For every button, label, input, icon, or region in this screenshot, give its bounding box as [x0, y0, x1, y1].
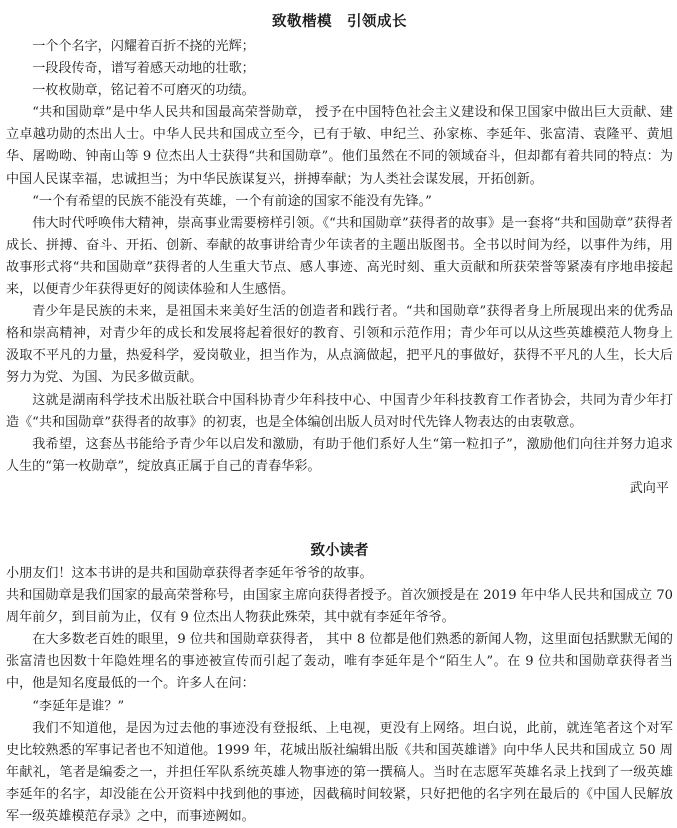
signature: 武向平 [629, 480, 669, 496]
paragraph: 我希望，这套丛书能给予青少年以启发和激励，有助于他们系好人生“第一粒扣子”，激励他们向往并努力追求人生的“第一枚勋章”，绽放真正属于自己的青春华彩。 [6, 436, 673, 474]
section-gap [6, 500, 673, 540]
paragraph: 伟大时代呼唤伟大精神，崇高事业需要榜样引领。《“共和国勋章”获得者的故事》是一套将“共和国勋章”获得者成长、拼搏、奋斗、开拓、创新、奉献的故事讲给青少年读者的主题出版图书。全书以时间为经，以事件为纬，用故事形式将“共和国勋章”获得者的人生重大节点、感人事迹、高光时刻、重大贡献和所获荣誉等紧凑有序地串接起来，以便青少年获得更好的阅读体验和人生感悟。 [6, 215, 673, 298]
verse-line: 一枚枚勋章，铭记着不可磨灭的功绩。 [32, 83, 255, 99]
paragraph: 共和国勋章是我们国家的最高荣誉称号，由国家主席向获得者授予。首次颁授是在 2019 年中华人民共和国成立 70 周年前夕，到目前为止，仅有 9 位杰出人物获此殊荣，其中就有李延年爷爷。 [6, 588, 673, 626]
quote-paragraph: “一个有希望的民族不能没有英雄，一个有前途的国家不能没有先锋。” [32, 193, 432, 209]
section1-title: 致敬楷模 引领成长 [272, 14, 407, 30]
section2-title: 致小读者 [310, 542, 369, 559]
paragraph: “共和国勋章”是中华人民共和国最高荣誉勋章， 授予在中国特色社会主义建设和保卫国家中做出巨大贡献、建立卓越功勋的杰出人士。中华人民共和国成立至今，已有于敏、申纪兰、孙家栋、李延年、张富清、袁隆平、黄旭华、屠呦呦、钟南山等 9 位杰出人士获得“共和国勋章”。他们虽然在不同的领域奋斗，但却都有着共同的特点：为中国人民谋幸福，忠诚担当；为中华民族谋复兴，拼搏奉献；为人类社会谋发展，开拓创新。 [6, 105, 673, 187]
verse-line: 一段段传奇，谱写着感天动地的壮歌； [32, 61, 255, 77]
paragraph: 这就是湖南科学技术出版社联合中国科协青少年科技中心、中国青少年科技教育工作者协会，共同为青少年打造《“共和国勋章”获得者的故事》的初衷，也是全体编创出版人员对时代先锋人物表达的由衷敬意。 [6, 392, 673, 430]
paragraph: 我们不知道他，是因为过去他的事迹没有登报纸、上电视，更没有上网络。坦白说，此前，就连笔者这个对军史比较熟悉的军事记者也不知道他。1999 年，花城出版社编辑出版《共和国英雄谱》向中华人民共和国成立 50 周年献礼，笔者是编委之一，并担任军队系统英雄人物事迹的第一撰稿人。当时在志愿军英雄名录上找到了一级英雄李延年的名字，却没能在公开资料中找到他的事迹，因截稿时间较紧，只好把他的名字列在最后的《中国人民解放军一级英雄模范存录》之中，而事迹阙如。 [6, 720, 673, 824]
document-page [6, 0, 673, 828]
paragraph: 青少年是民族的未来，是祖国未来美好生活的创造者和践行者。“共和国勋章”获得者身上所展现出来的优秀品格和崇高精神，对青少年的成长和发展将起着很好的教育、引领和示范作用；青少年可以从这些英雄模范人物身上汲取不平凡的力量，热爱科学，爱岗敬业，担当作为，从点滴做起，把平凡的事做好，获得不平凡的人生，长大后努力为党、为国、为民多做贡献。 [6, 304, 673, 386]
quote-paragraph: “李延年是谁？” [32, 698, 125, 714]
verse-line: 一个个名字，闪耀着百折不挠的光辉； [32, 39, 255, 54]
paragraph: 小朋友们！这本书讲的是共和国勋章获得者李延年爷爷的故事。 [6, 565, 373, 581]
paragraph: 在大多数老百姓的眼里，9 位共和国勋章获得者， 其中 8 位都是他们熟悉的新闻人物，这里面包括默默无闻的张富清也因数十年隐姓埋名的事迹被宣传而引起了轰动，唯有李延年是个“陌生人”。在 9 位共和国勋章获得者当中，他是知名度最低的一个。许多人在问： [6, 632, 673, 692]
